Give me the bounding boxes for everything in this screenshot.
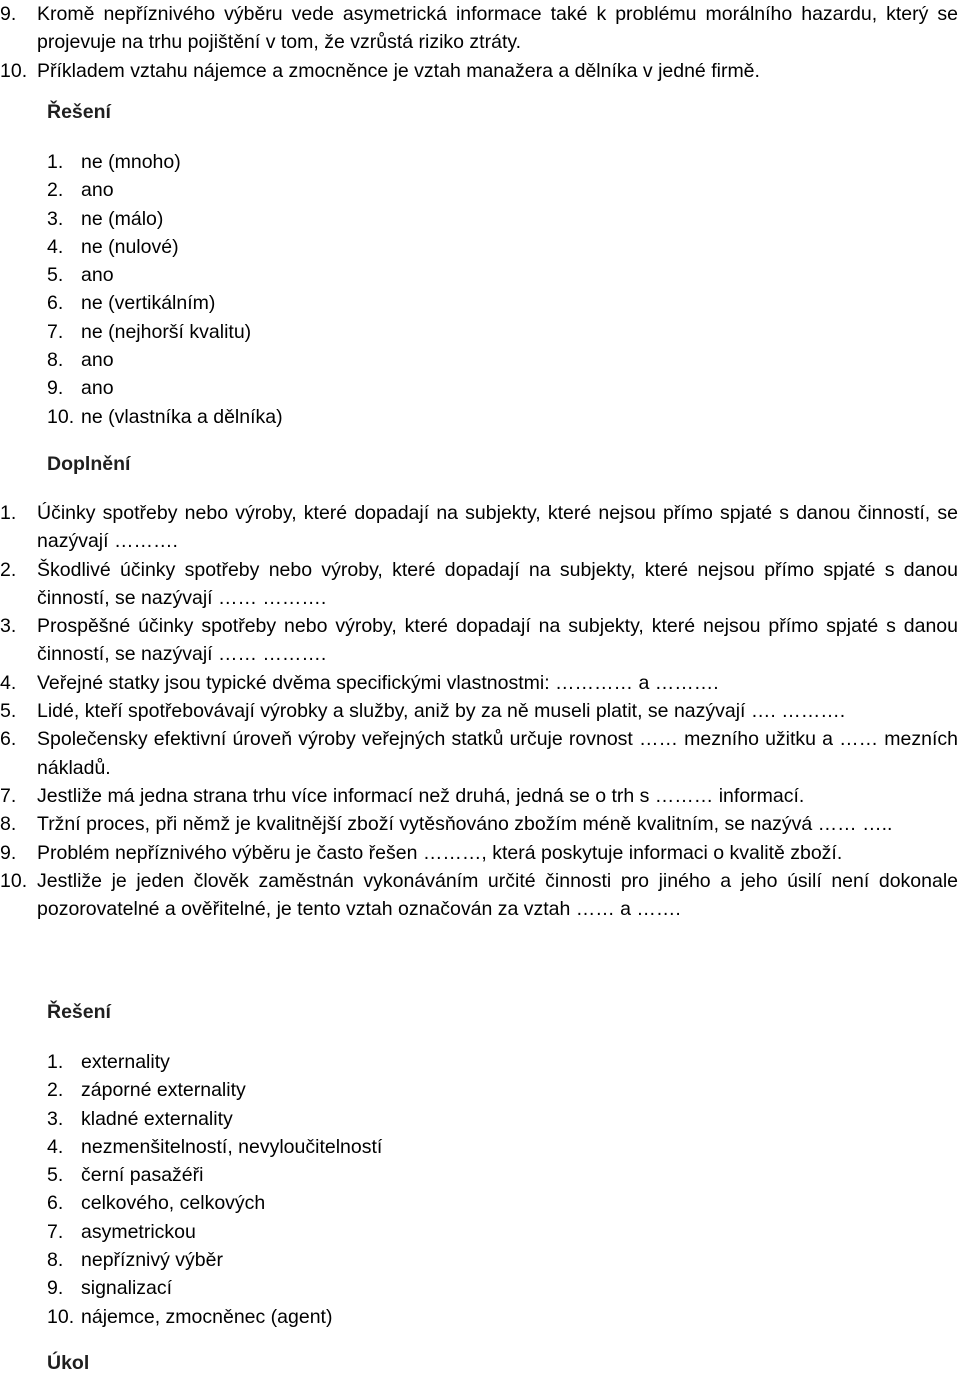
item-number: 6. (47, 292, 64, 315)
item-text: celkového, celkových (81, 1192, 266, 1215)
item-text: Tržní proces, při němž je kvalitnější zboží vytěsňováno zbožím méně kvalitním, se nazývá …… ….. (37, 813, 893, 836)
list-item (0, 0, 958, 57)
list-item (47, 1133, 547, 1161)
list-item (0, 57, 958, 85)
item-number: 5. (0, 700, 17, 723)
item-number: 6. (0, 728, 17, 751)
item-number: 6. (47, 1192, 64, 1215)
item-text: ano (81, 377, 114, 400)
list-item (47, 1161, 547, 1189)
section-heading-solution-1: Řešení (47, 101, 111, 123)
item-number: 9. (47, 377, 64, 400)
item-number: 8. (47, 349, 64, 372)
list-item (0, 556, 958, 613)
item-number: 1. (0, 502, 17, 524)
list-item (47, 205, 547, 233)
item-number: 8. (0, 813, 17, 836)
item-number: 1. (47, 151, 64, 173)
item-number: 3. (47, 1107, 64, 1130)
item-text: Účinky spotřeby nebo výroby, které dopadají na subjekty, které nejsou přímo spjaté s danou činností, se nazývají ………. (37, 502, 958, 553)
list-item (47, 1189, 547, 1217)
item-text: nepříznivý výběr (81, 1249, 223, 1272)
item-number: 4. (47, 235, 64, 258)
item-text: Problém nepříznivého výběru je často řešen ………, která poskytuje informaci o kvalitě zboží. (37, 841, 843, 864)
list-item (47, 1274, 547, 1302)
item-text: ne (vertikálním) (81, 292, 216, 315)
item-number: 2. (0, 558, 17, 581)
list-item (47, 1303, 547, 1331)
section-heading-task: Úkol (47, 1352, 90, 1374)
item-text: Veřejné statky jsou typické dvěma specifickými vlastnostmi: ………… a ………. (37, 671, 719, 694)
fill-in-list (0, 499, 958, 923)
item-text: nezmenšitelností, nevyloučitelností (81, 1135, 383, 1158)
item-text: černí pasažéři (81, 1164, 204, 1187)
item-text: nájemce, zmocněnec (agent) (81, 1305, 333, 1328)
section-heading-completion: Doplnění (47, 453, 131, 475)
item-text: ano (81, 264, 114, 287)
list-item (47, 318, 547, 346)
list-item (0, 839, 958, 867)
item-number: 2. (47, 1079, 64, 1102)
item-text: ne (nejhorší kvalitu) (81, 320, 252, 343)
item-number: 3. (47, 207, 64, 230)
list-item (0, 725, 958, 782)
item-number: 4. (47, 1135, 64, 1158)
item-text: ne (nulové) (81, 235, 179, 258)
item-number: 1. (47, 1051, 64, 1073)
list-item (0, 782, 958, 810)
item-text: záporné externality (81, 1079, 246, 1102)
list-item (0, 810, 958, 838)
item-number: 9. (0, 841, 17, 864)
list-item (47, 289, 547, 317)
list-item (47, 1105, 547, 1133)
item-text: Jestliže má jedna strana trhu více informací než druhá, jedná se o trh s ……… informací. (37, 784, 805, 807)
section-heading-solution-2: Řešení (47, 1001, 111, 1023)
list-item (0, 697, 958, 725)
item-text: Kromě nepříznivého výběru vede asymetrická informace také k problému morálního hazardu, který se projevuje na trhu pojištění v tom, že vzrůstá riziko ztráty. (37, 3, 958, 54)
item-text: ano (81, 179, 114, 202)
solution-list-1 (47, 148, 547, 431)
item-text: ne (vlastníka a dělníka) (81, 405, 283, 428)
item-number: 2. (47, 179, 64, 202)
item-number: 8. (47, 1249, 64, 1272)
list-item (0, 612, 958, 669)
item-number: 9. (0, 3, 17, 25)
list-item (47, 1048, 547, 1076)
item-text: Prospěšné účinky spotřeby nebo výroby, které dopadají na subjekty, které nejsou přímo spjaté s danou činností, se nazývají …… ………. (37, 615, 958, 666)
list-item (0, 499, 958, 556)
list-item (0, 669, 958, 697)
item-number: 5. (47, 264, 64, 287)
solution-list-2 (47, 1048, 547, 1331)
item-number: 7. (47, 1220, 64, 1243)
item-number: 5. (47, 1164, 64, 1187)
list-item (47, 346, 547, 374)
item-number: 10. (0, 869, 28, 892)
list-item (47, 148, 547, 176)
item-number: 9. (47, 1277, 64, 1300)
item-text: Jestliže je jeden člověk zaměstnán vykonáváním určité činnosti pro jiného a jeho úsilí není dokonale pozorovatelné a ověřitelné, je tento vztah označován za vztah …… a ……. (37, 869, 958, 921)
item-text: Příkladem vztahu nájemce a zmocněnce je vztah manažera a dělníka v jedné firmě. (37, 59, 760, 82)
item-number: 3. (0, 615, 17, 638)
item-number: 7. (47, 320, 64, 343)
item-text: kladné externality (81, 1107, 233, 1130)
list-item (47, 1218, 547, 1246)
list-item (47, 1246, 547, 1274)
item-text: externality (81, 1051, 170, 1073)
item-text: ne (mnoho) (81, 151, 181, 173)
list-item (47, 261, 547, 289)
item-number: 10. (47, 405, 75, 428)
item-text: asymetrickou (81, 1220, 196, 1243)
item-text: ano (81, 349, 114, 372)
item-number: 4. (0, 671, 17, 694)
item-number: 7. (0, 784, 17, 807)
item-text: Společensky efektivní úroveň výroby veřejných statků určuje rovnost …… mezního užitku a …… mezních nákladů. (37, 728, 958, 779)
list-item (47, 1076, 547, 1104)
item-text: Lidé, kteří spotřebovávají výrobky a služby, aniž by za ně museli platit, se nazývají …. ………. (37, 700, 846, 723)
list-item (47, 176, 547, 204)
item-text: Škodlivé účinky spotřeby nebo výroby, které dopadají na subjekty, které nejsou přímo spjaté s danou činností, se nazývají …… ………. (37, 558, 958, 609)
intro-list (0, 0, 958, 85)
item-text: signalizací (81, 1277, 173, 1300)
item-text: ne (málo) (81, 207, 164, 230)
list-item (47, 233, 547, 261)
list-item (47, 403, 547, 431)
item-number: 10. (0, 59, 28, 82)
item-number: 10. (47, 1305, 75, 1328)
list-item (47, 374, 547, 402)
list-item (0, 867, 958, 924)
